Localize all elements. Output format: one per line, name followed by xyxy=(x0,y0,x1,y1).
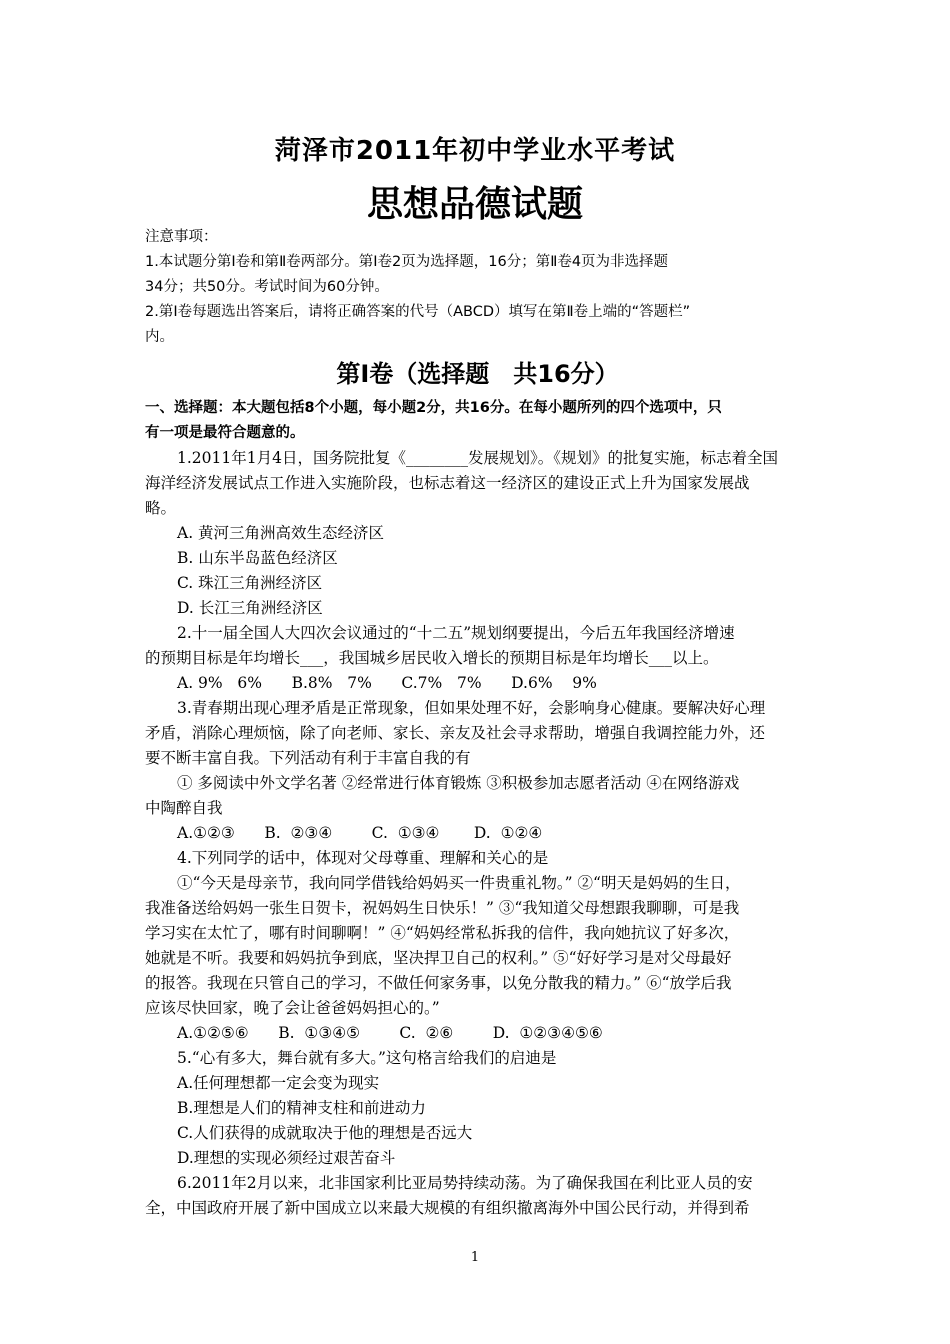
options-line: A.①②⑤⑥ B. ①③④⑤ C. ②⑥ D. ①②③④⑤⑥ xyxy=(177,1024,603,1042)
question-text: 她就是不听。我要和妈妈抗争到底，坚决捍卫自己的权利。” ⑤“好好学习是对父母最好 xyxy=(145,949,732,967)
question-text: 矛盾，消除心理烦恼，除了向老师、家长、亲友及社会寻求帮助，增强自我调控能力外，还 xyxy=(145,724,766,742)
question-6 xyxy=(145,1171,810,1221)
question-text: 的报答。我现在只管自己的学习，不做任何家务事，以免分散我的精力。” ⑥“放学后我 xyxy=(145,974,732,992)
question-text: 2.十一届全国人大四次会议通过的“十二五”规划纲要提出，今后五年我国经济增速 xyxy=(177,624,735,642)
question-text: 要不断丰富自我。下列活动有利于丰富自我的有 xyxy=(145,749,471,767)
section-intro-line: 一、选择题：本大题包括8个小题，每小题2分，共16分。在每小题所列的四个选项中，只 xyxy=(145,400,722,416)
question-text: 全，中国政府开展了新中国成立以来最大规模的有组织撤离海外中国公民行动，并得到希 xyxy=(145,1199,750,1217)
page-number: 1 xyxy=(470,1250,480,1265)
notes-block xyxy=(145,225,810,350)
option-b: B.理想是人们的精神支柱和前进动力 xyxy=(177,1099,426,1117)
question-text: 中陶醉自我 xyxy=(145,799,223,817)
question-text: 的预期目标是年均增长___，我国城乡居民收入增长的预期目标是年均增长___以上。 xyxy=(145,649,719,667)
question-2 xyxy=(145,621,810,696)
option-a: A.任何理想都一定会变为现实 xyxy=(177,1074,380,1092)
section-intro xyxy=(145,396,810,446)
notes-line: 34分；共50分。考试时间为60分钟。 xyxy=(145,279,389,295)
question-text: ① 多阅读中外文学名著 ②经常进行体育锻炼 ③积极参加志愿者活动 ④在网络游戏 xyxy=(177,774,740,792)
question-text: 5.“心有多大，舞台就有多大。”这句格言给我们的启迪是 xyxy=(177,1049,557,1067)
question-text: 1.2011年1月4日，国务院批复《________发展规划》。《规划》的批复实施，标志着全国 xyxy=(177,449,778,467)
question-5 xyxy=(145,1046,810,1171)
question-text: 6.2011年2月以来，北非国家利比亚局势持续动荡。为了确保我国在利比亚人员的安 xyxy=(177,1174,753,1192)
options-line: A. 9% 6% B.8% 7% C.7% 7% D.6% 9% xyxy=(177,674,597,692)
option-c: C. 珠江三角洲经济区 xyxy=(177,574,323,592)
question-text: 3.青春期出现心理矛盾是正常现象，但如果处理不好，会影响身心健康。要解决好心理 xyxy=(177,699,766,717)
question-text: 我准备送给妈妈一张生日贺卡，祝妈妈生日快乐！” ③“我知道父母想跟我聊聊，可是我 xyxy=(145,899,740,917)
exam-subject-title: 思想品德试题 xyxy=(366,184,583,225)
notes-line: 内。 xyxy=(145,329,174,345)
exam-title: 菏泽市2011年初中学业水平考试 xyxy=(274,136,676,166)
exam-body xyxy=(145,225,810,1221)
question-4 xyxy=(145,846,810,1046)
option-c: C.人们获得的成就取决于他的理想是否远大 xyxy=(177,1124,473,1142)
question-text: 4.下列同学的话中，体现对父母尊重、理解和关心的是 xyxy=(177,849,549,867)
question-3 xyxy=(145,696,810,846)
question-text: 学习实在太忙了，哪有时间聊啊！” ④“妈妈经常私拆我的信件，我向她抗议了好多次， xyxy=(145,924,740,942)
question-text: 应该尽快回家，晚了会让爸爸妈妈担心的。” xyxy=(145,999,440,1017)
option-a: A. 黄河三角洲高效生态经济区 xyxy=(177,524,385,542)
question-text: 海洋经济发展试点工作进入实施阶段，也标志着这一经济区的建设正式上升为国家发展战 xyxy=(145,474,750,492)
option-b: B. 山东半岛蓝色经济区 xyxy=(177,549,338,567)
notes-heading: 注意事项： xyxy=(145,229,218,245)
option-d: D.理想的实现必须经过艰苦奋斗 xyxy=(177,1149,396,1167)
options-line: A.①②③ B. ②③④ C. ①③④ D. ①②④ xyxy=(177,824,543,842)
option-d: D. 长江三角洲经济区 xyxy=(177,599,323,617)
question-text: 略。 xyxy=(145,499,177,517)
notes-line: 2.第Ⅰ卷每题选出答案后，请将正确答案的代号（ABCD）填写在第Ⅱ卷上端的“答题栏” xyxy=(145,304,691,320)
question-1 xyxy=(145,446,810,621)
question-text: ①“今天是母亲节，我向同学借钱给妈妈买一件贵重礼物。” ②“明天是妈妈的生日， xyxy=(177,874,741,892)
section-intro-line: 有一项是最符合题意的。 xyxy=(145,425,305,441)
notes-line: 1.本试题分第Ⅰ卷和第Ⅱ卷两部分。第Ⅰ卷2页为选择题，16分；第Ⅱ卷4页为非选择题 xyxy=(145,254,669,270)
section-title: 第Ⅰ卷（选择题 共16分） xyxy=(336,360,619,388)
